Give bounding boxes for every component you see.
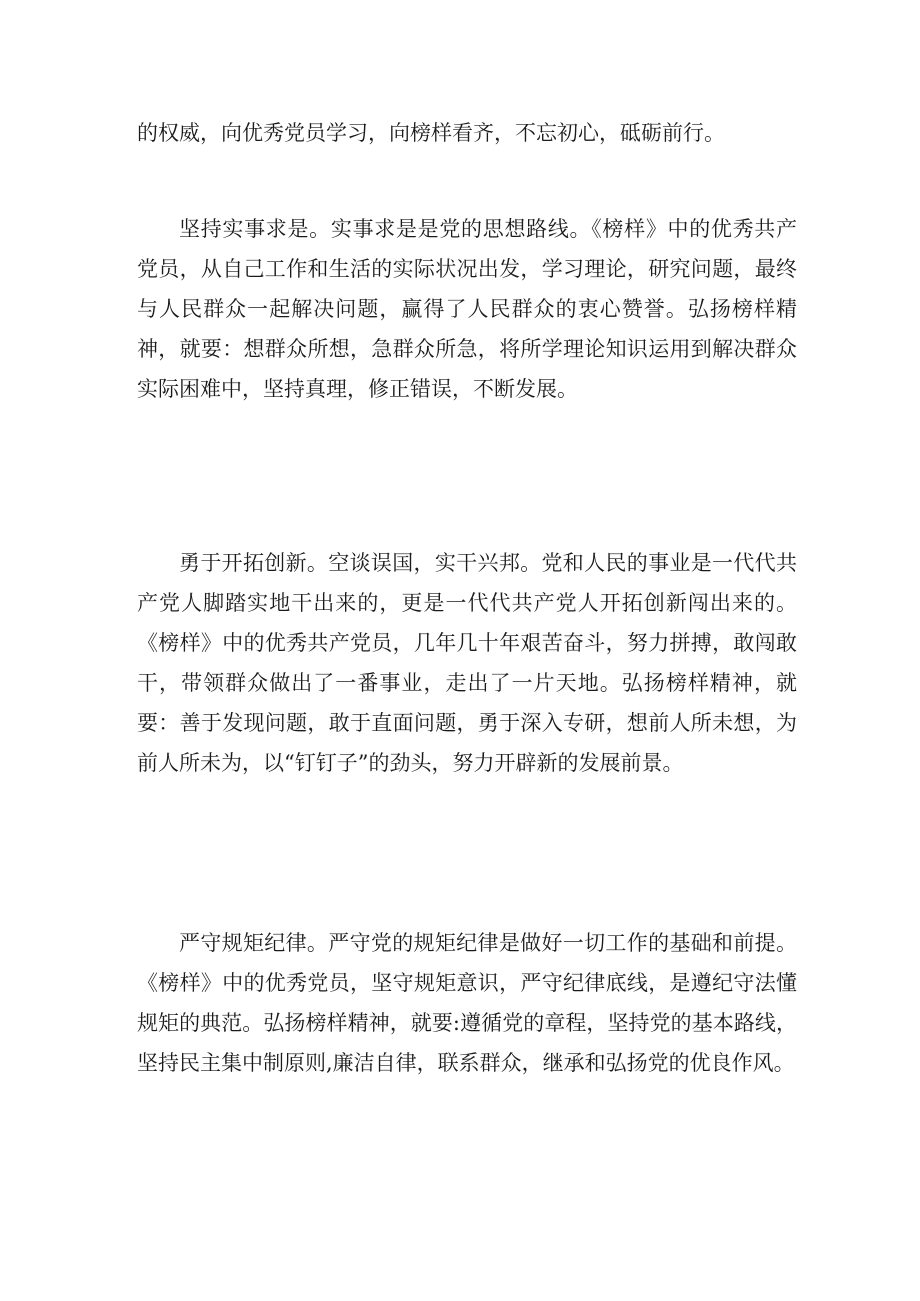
paragraph-continuation: 的权威，向优秀党员学习，向榜样看齐，不忘初心，砥砺前行。 xyxy=(137,121,725,145)
paragraph-innovation: 勇于开拓创新。空谈误国，实干兴邦。党和人民的事业是一代代共产党人脚踏实地干出来的，更是一代代共产党人开拓创新闯出来的。《榜样》中的优秀共产党员，几年几十年艰苦奋斗，努力拼搏，敢闯敢干，带领群众做出了一番事业，走出了一片天地。弘扬榜样精神，就要：善于发现问题，敢于直面问题，勇于深入专研，想前人所未想，为前人所未为，以“钉钉子”的劲头，努力开辟新的发展前景。 xyxy=(137,551,797,775)
paragraph-discipline: 严守规矩纪律。严守党的规矩纪律是做好一切工作的基础和前提。《榜样》中的优秀党员，坚守规矩意识，严守纪律底线，是遵纪守法懂规矩的典范。弘扬榜样精神，就要:遵循党的章程，坚持党的基本路线，坚持民主集中制原则,廉洁自律，联系群众，继承和弘扬党的优良作风。 xyxy=(137,931,797,1075)
paragraph-seek-truth: 坚持实事求是。实事求是是党的思想路线。《榜样》中的优秀共产党员，从自己工作和生活的实际状况出发，学习理论，研究问题，最终与人民群众一起解决问题，赢得了人民群众的衷心赞誉。弘扬榜样精神，就要：想群众所想，急群众所急，将所学理论知识运用到解决群众实际困难中，坚持真理，修正错误，不断发展。 xyxy=(137,217,797,401)
